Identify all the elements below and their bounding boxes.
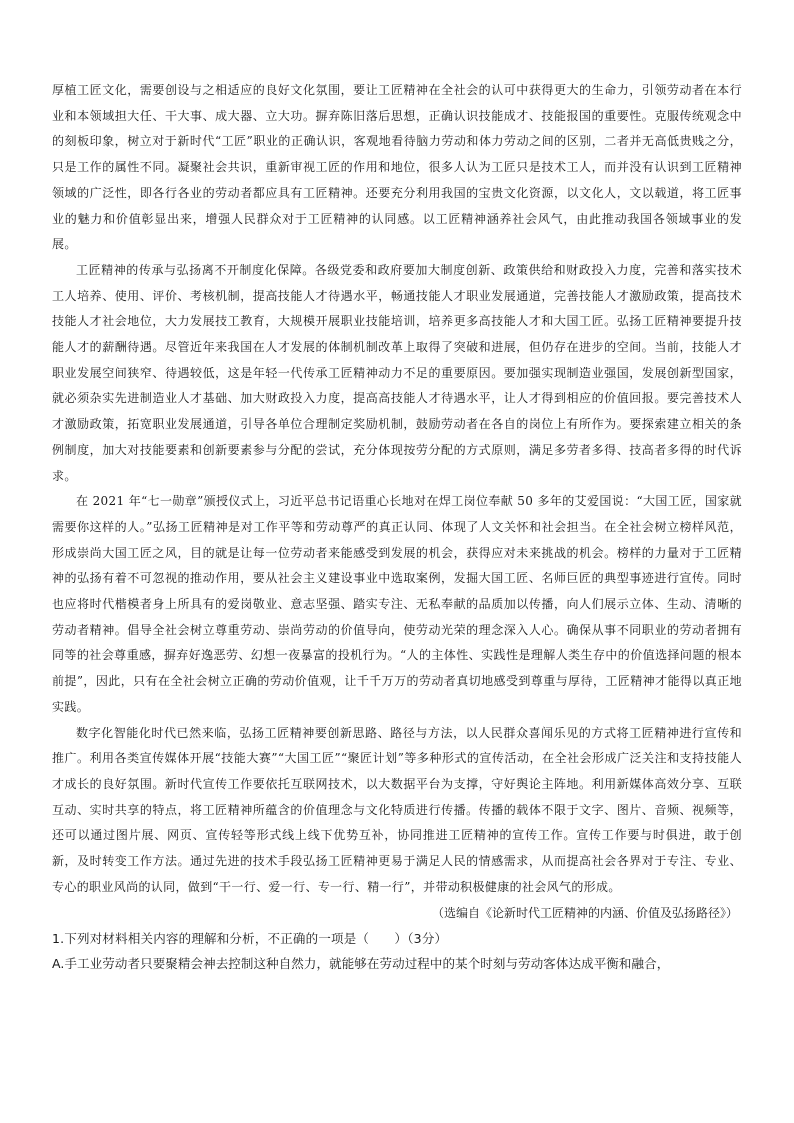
article-paragraph-3: 在 2021 年“七一勋章”颁授仪式上，习近平总书记语重心长地对在焊工岗位奉献 50 多年的艾爱国说：“大国工匠，国家就需要你这样的人。”弘扬工匠精神是对工作平等和劳动尊严的真正认同、体现了人文关怀和社会担当。在全社会树立榜样风范，形成崇尚大国工匠之风，目的就是让每一位劳动者来能感受到发展的机会，获得应对未来挑战的机会。榜样的力量对于工匠精神的弘扬有着不可忽视的推动作用，要从社会主义建设事业中选取案例，发掘大国工匠、名师巨匠的典型事迹进行宣传。同时也应将时代楷模者身上所具有的爱岗敬业、意志坚强、踏实专注、无私奉献的品质加以传播，向人们展示立体、生动、清晰的劳动者精神。倡导全社会树立尊重劳动、崇尚劳动的价值导向，使劳动光荣的理念深入人心。确保从事不同职业的劳动者拥有同等的社会尊重感，摒弃好逸恶劳、幻想一夜暴富的投机行为。“人的主体性、实践性是理解人类生存中的价值选择问题的根本前提”，因此，只有在全社会树立正确的劳动价值观，让千千万万的劳动者真切地感受到尊重与厚待，工匠精神才能得以真正地实践。 bbox=[52, 494, 742, 714]
question-stem: 1.下列对材料相关内容的理解和分析，不正确的一项是（ ）（3分） bbox=[52, 931, 448, 947]
article-paragraph-2: 工匠精神的传承与弘扬离不开制度化保障。各级党委和政府要加大制度创新、政策供给和财政投入力度，完善和落实技术工人培养、使用、评价、考核机制，提高技能人才待遇水平，畅通技能人才职业发展通道，完善技能人才激励政策，提高技术技能人才社会地位，大力发展技工教育，大规模开展职业技能培训，培养更多高技能人才和大国工匠。弘扬工匠精神要提升技能人才的薪酬待遇。尽管近年来我国在人才发展的体制机制改革上取得了突破和进展，但仍存在进步的空间。当前，技能人才职业发展空间狭窄、待遇较低，这是年轻一代传承工匠精神动力不足的重要原因。要加强实现制造业强国，发展创新型国家，就必须杂实先进制造业人才基础、加大财政投入力度，提高高技能人才待遇水平，让人才得到相应的价值回报。要完善技术人才激励政策，拓宽职业发展通道，引导各单位合理制定奖励机制，鼓励劳动者在各自的岗位上有所作为。要探索建立相关的条例制度，加大对技能要素和创新要素参与分配的尝试，充分体现按劳分配的方式原则，满足多劳者多得、技高者多得的时代诉求。 bbox=[52, 262, 742, 483]
article-paragraph-4: 数字化智能化时代已然来临，弘扬工匠精神要创新思路、路径与方法，以人民群众喜闻乐见的方式将工匠精神进行宣传和推广。利用各类宣传媒体开展“技能大赛”“大国工匠”“聚匠计划”等多种形式的宣传活动，在全社会形成广泛关注和支持技能人才成长的良好氛围。新时代宣传工作要依托互联网技术，以大数据平台为支撑，守好舆论主阵地。利用新媒体高效分享、互联互动、实时共享的特点，将工匠精神所蕴含的价值理念与文化特质进行传播。传播的载体不限于文字、图片、音频、视频等，还可以通过图片展、网页、宣传轻等形式线上线下优势互补，协同推进工匠精神的宣传工作。宣传工作要与时俱进，敢于创新，及时转变工作方法。通过先进的技术手段弘扬工匠精神更易于满足人民的情感需求，从而提高社会各界对于专注、专业、专心的职业风尚的认同，做到“干一行、爱一行、专一行、精一行”，并带动积极健康的社会风气的形成。 bbox=[52, 725, 742, 894]
article-source: （选编自《论新时代工匠精神的内涵、价值及弘扬路径》） bbox=[431, 905, 738, 920]
article-paragraph-1: 厚植工匠文化，需要创设与之相适应的良好文化氛围，要让工匠精神在全社会的认可中获得更大的生命力，引领劳动者在本行业和本领域担大任、干大事、成大器、立大功。摒弃陈旧落后思想，正确认识技能成才、技能报国的重要性。克服传统观念中的刻板印象，树立对于新时代“工匠”职业的正确认识，客观地看待脑力劳动和体力劳动之间的区别，二者并无高低贵贱之分，只是工作的属性不同。凝聚社会共识，重新审视工匠的作用和地位，很多人认为工匠只是技术工人，而并没有认识到工匠精神领域的广泛性，即各行各业的劳动者都应具有工匠精神。还要充分利用我国的宝贵文化资源，以文化人，文以载道，将工匠事业的魅力和价值彰显出来，增强人民群众对于工匠精神的认同感。以工匠精神涵养社会风气，由此推动我国各领域事业的发展。 bbox=[52, 83, 742, 252]
question-option-a: A.手工业劳动者只要聚精会神去控制这种自然力，就能够在劳动过程中的某个时刻与劳动客体达成平衡和融合， bbox=[52, 956, 670, 972]
